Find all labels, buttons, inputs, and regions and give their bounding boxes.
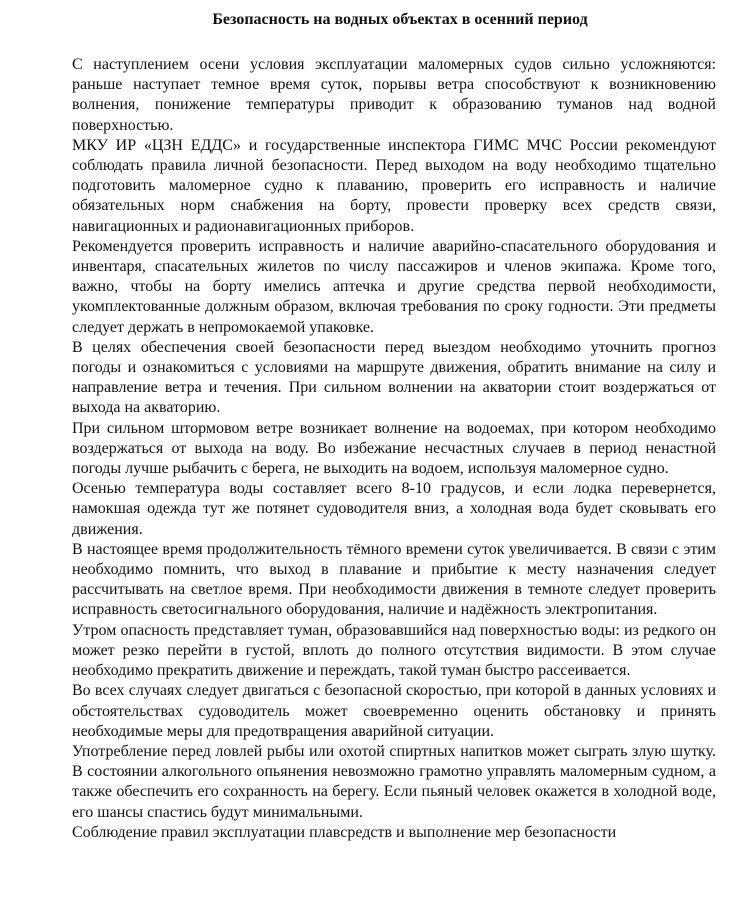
paragraph: Рекомендуется проверить исправность и наличие аварийно-спасательного оборудования и инвентаря, спасательных жилетов по числу пассажиров и членов экипажа. Кроме того, важно, чтобы на борту имелись аптечка и другие средства первой необходимости, укомплектованные должным образом, включая требования по сроку годности. Эти предметы следует держать в непромокаемой упаковке. <box>72 237 716 336</box>
paragraph: При сильном штормовом ветре возникает волнение на водоемах, при котором необходимо воздержаться от выхода на воду. Во избежание несчастных случаев в период ненастной погоды лучше рыбачить с берега, не выходить на водоем, используя маломерное судно. <box>72 419 716 478</box>
paragraph: Во всех случаях следует двигаться с безопасной скоростью, при которой в данных условиях и обстоятельствах судоводитель может своевременно оценить обстановку и принять необходимые меры для предотвращения аварийной ситуации. <box>72 682 716 740</box>
paragraph: С наступлением осени условия эксплуатации маломерных судов сильно усложняются: раньше наступает темное время суток, порывы ветра способствуют к возникновению волнения, понижение температуры приводит к образованию туманов над водной поверхностью. <box>72 56 716 134</box>
paragraph: В целях обеспечения своей безопасности перед выездом необходимо уточнить прогноз погоды и ознакомиться с условиями на маршруте движения, обратить внимание на силу и направление ветра и течения. При сильном волнении на акватории стоит воздержаться от выхода на акваторию. <box>72 338 716 417</box>
paragraph: Осенью температура воды составляет всего 8-10 градусов, и если лодка перевернется, намокшая одежда тут же потянет судоводителя вниз, а холодная вода будет сковывать его движения. <box>72 480 716 538</box>
document-body <box>72 55 716 843</box>
paragraph: В настоящее время продолжительность тёмного времени суток увеличивается. В связи с этим необходимо помнить, что выход в плавание и прибытие к месту назначения следует рассчитывать на светлое время. При необходимости движения в темноте следует проверить исправность светосигнального оборудования, наличие и надёжность электропитания. <box>72 540 716 619</box>
paragraph: Соблюдение правил эксплуатации плавсредств и выполнение мер безопасности <box>72 823 617 841</box>
paragraph: МКУ ИР «ЦЗН ЕДДС» и государственные инспектора ГИМС МЧС России рекомендуют соблюдать правила личной безопасности. Перед выходом на воду необходимо тщательно подготовить маломерное судно к плаванию, проверить его исправность и наличие обязательных норм снабжения на борту, провести проверку всех средств связи, навигационных и радионавигационных приборов. <box>72 136 716 235</box>
document-title: Безопасность на водных объектах в осенний период <box>212 11 588 28</box>
paragraph: Употребление перед ловлей рыбы или охотой спиртных напитков может сыграть злую шутку. В состоянии алкогольного опьянения невозможно грамотно управлять маломерным судном, а также обеспечить его сохранность на берегу. Если пьяный человек окажется в холодной воде, его шансы спастись будут минимальными. <box>72 742 716 821</box>
paragraph: Утром опасность представляет туман, образовавшийся над поверхностью воды: из редкого он может резко перейти в густой, вплоть до полного отсутствия видимости. В этом случае необходимо прекратить движение и переждать, такой туман быстро рассеивается. <box>72 621 716 680</box>
